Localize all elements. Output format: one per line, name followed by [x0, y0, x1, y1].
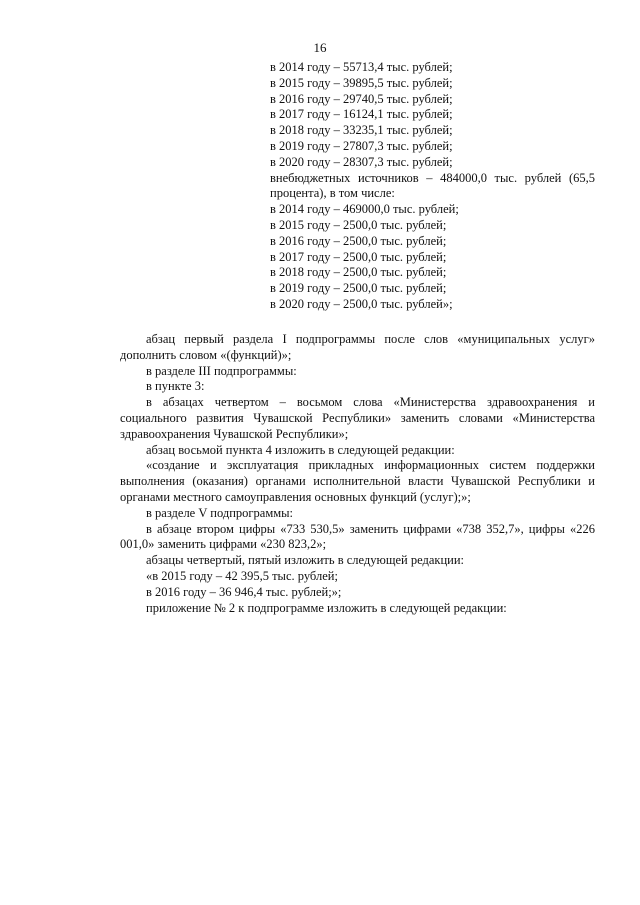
funding-line: в 2016 году – 29740,5 тыс. рублей; — [270, 91, 453, 106]
paragraph: абзацы четвертый, пятый изложить в следующей редакции: — [146, 553, 464, 568]
funding-line: в 2018 году – 33235,1 тыс. рублей; — [270, 123, 453, 138]
paragraph: в абзацах четвертом – восьмом слова «Министерства здравоохранения и социального развития Чувашской Республики» заменить словами «Министерства здравоохранения Чувашской Республики»; — [120, 395, 595, 441]
funding-line: в 2017 году – 16124,1 тыс. рублей; — [270, 107, 453, 122]
funding-line: в 2014 году – 55713,4 тыс. рублей; — [270, 60, 453, 74]
funding-line: в 2016 году – 2500,0 тыс. рублей; — [270, 233, 447, 248]
funding-line: в 2020 году – 28307,3 тыс. рублей; — [270, 154, 453, 169]
funding-line: в 2019 году – 2500,0 тыс. рублей; — [270, 281, 447, 296]
paragraph: абзац первый раздела I подпрограммы после слов «муниципальных услуг» дополнить словом «(функций)»; — [120, 332, 595, 362]
paragraph: в разделе III подпрограммы: — [146, 363, 297, 378]
funding-line: в 2019 году – 27807,3 тыс. рублей; — [270, 138, 453, 153]
funding-line: в 2015 году – 39895,5 тыс. рублей; — [270, 75, 453, 90]
paragraph: в разделе V подпрограммы: — [146, 505, 294, 520]
paragraph: «в 2015 году – 42 395,5 тыс. рублей; — [146, 568, 338, 583]
funding-line: в 2014 году – 469000,0 тыс. рублей; — [270, 202, 459, 217]
paragraph: в 2016 году – 36 946,4 тыс. рублей;»; — [146, 584, 342, 599]
paragraph: приложение № 2 к подпрограмме изложить в следующей редакции: — [146, 600, 507, 615]
paragraph: абзац восьмой пункта 4 изложить в следующей редакции: — [146, 442, 455, 457]
extrabudgetary-sources-line: внебюджетных источников – 484000,0 тыс. рублей (65,5 процента), в том числе: — [270, 170, 595, 201]
page-number: 16 — [313, 40, 327, 55]
funding-line: в 2015 году – 2500,0 тыс. рублей; — [270, 217, 447, 232]
funding-breakdown — [270, 60, 595, 313]
funding-line: в 2020 году – 2500,0 тыс. рублей»; — [270, 296, 453, 311]
paragraph: «создание и эксплуатация прикладных информационных систем поддержки выполнения (оказания) органами исполнительной власти Чувашской Республики и органами местного самоуправления основных функций (услуг);»; — [120, 458, 595, 504]
amendment-text — [120, 332, 595, 616]
funding-line: в 2018 году – 2500,0 тыс. рублей; — [270, 265, 447, 280]
funding-line: в 2017 году – 2500,0 тыс. рублей; — [270, 249, 447, 264]
paragraph: в пункте 3: — [146, 379, 205, 394]
paragraph: в абзаце втором цифры «733 530,5» заменить цифрами «738 352,7», цифры «226 001,0» заменить цифрами «230 823,2»; — [120, 521, 595, 552]
